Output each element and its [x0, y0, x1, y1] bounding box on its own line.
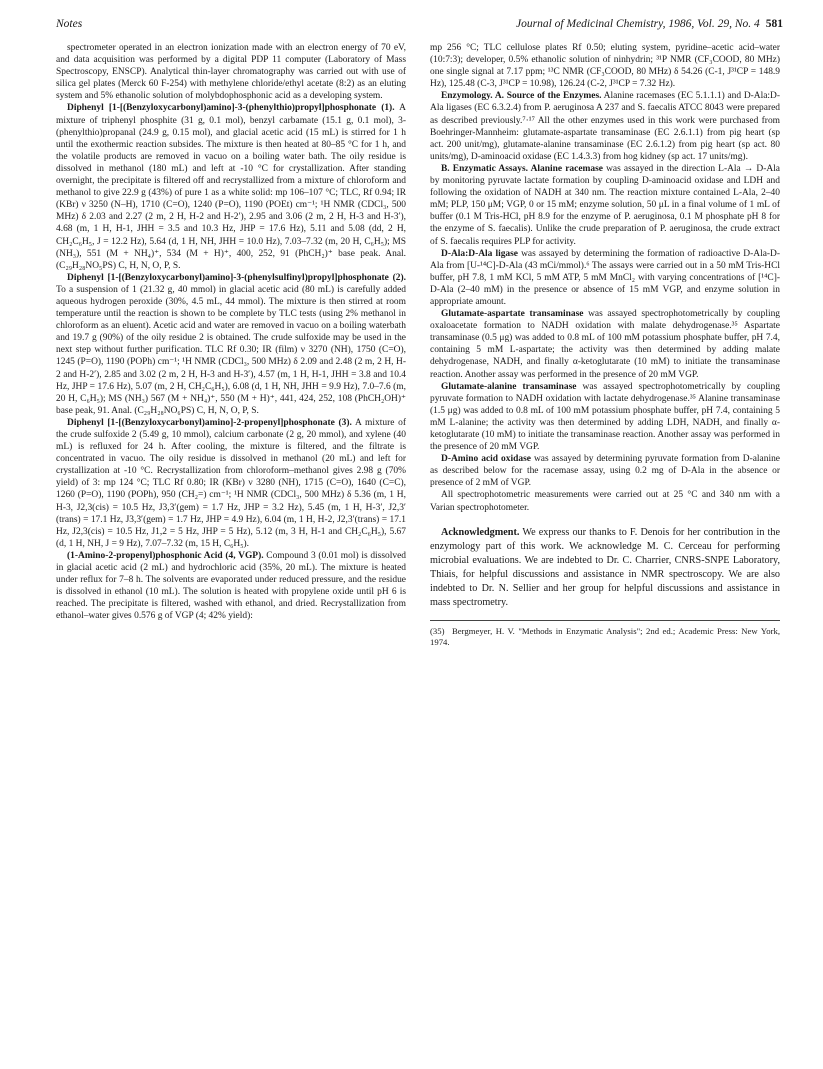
left-column: [56, 42, 406, 623]
journal-citation: [516, 18, 783, 30]
body-paragraph: [56, 272, 406, 417]
paragraph-text: spectrometer operated in an electron ionization made with an electron energy of 70 eV, and data acquisition was performed by a digital PDP 11 computer (Laboratory of Mass Spectroscopy, ENSCP). Analytical thin-layer chromatography was carried out with use of silica gel plates (Merck 60 F-254) with methylene chloride/ethyl acetate (8:2) as an eluting system and 5% ethanolic solution of molybdophosphonic acid as a developing system.: [56, 43, 406, 102]
paragraph-text: was assayed spectrophotometrically by coupling pyruvate formation to NADH oxidation with lactate dehydrogenase.³⁵ Alanine transaminase (1.5 μg) was added to 0.8 mL of 100 mM potassium phosphate buffer, pH 7.4, containing 5 mM L-alanine; the activity was then determined by adding LDH, NADH, and finally α-ketoglutarate (10 mM) to initiate the transaminase reaction. Another assay was performed in the presence of 20 mM VGP.: [430, 381, 780, 453]
paragraph-text: A mixture of the crude sulfoxide 2 (5.49 g, 10 mmol), calcium carbonate (2 g, 20 mmol), and xylene (40 mL) is refluxed for 24 h. After cooling, the mixture is filtered, and the filtrate is concentrated in vacuo. The oily residue is dissolved in methanol (20 mL) and left for crystallization at -10 °C. Recrystallization from chloroform–methanol gives 2.98 g (70% yield) of 3: mp 124 °C; TLC Rf 0.80; IR (KBr) ν 3280 (NH), 1715 (C=O), 1640 (C=C), 1260 (P=O), 1190 (POPh), 950 (CH₂=) cm⁻¹; ¹H NMR (CDCl₃, 500 MHz) δ 5.36 (m, 1 H, H-3, J2,3(cis) = 10.5 Hz, J3,3′(gem) = 1.7 Hz, JHP = 3.2 Hz), 5.45 (m, 1 H, H-3′, J2,3′(trans) = 17.1 Hz, J3,3′(gem) = 1.7 Hz, JHP = 4.9 Hz), 6.04 (m, 1 H, H-2, J2,3′(trans) = 17.1 Hz, J2,3(cis) = 10.5 Hz, J1,2 = 5 Hz, JHP = 5 Hz), 5.12 (m, 3 H, H-1 and CH₂C₆H₅), 5.67 (d, 1 H, NH, J = 9 Hz), 7.07–7.32 (m, 15 H, C₆H₅).: [56, 417, 406, 549]
body-paragraph: [56, 102, 406, 271]
paragraph-heading: (1-Amino-2-propenyl)phosphonic Acid (4, VGP).: [67, 550, 264, 561]
paragraph-text: Compound 3 (0.01 mol) is dissolved in glacial acetic acid (2 mL) and hydrochloric acid (35%, 20 mL). The mixture is heated under reflux for 7–8 h. The solvents are evaporated under reduced pressure, and the residue is dissolved in ethanol (10 mL). The solution is heated with propylene oxide until pH 6 is reached. The precipitate is filtered, washed with ethanol, and dried. Recrystallization from ethanol–water gives 0.576 g of VGP (4; 42% yield):: [56, 550, 406, 622]
paragraph-heading: B. Enzymatic Assays. Alanine racemase: [441, 163, 603, 174]
journal-name: Journal of Medicinal Chemistry, 1986, Vol. 29, No. 4: [516, 18, 760, 30]
body-paragraph: [430, 381, 780, 454]
paragraph-text: was assayed in the direction L-Ala → D-Ala by monitoring pyruvate lactate formation by coupling D-aminoacid oxidase and LDH and following the oxidation of NADH at 340 nm. The reaction mixture contained L-Ala, 2–40 mM; PLP, 150 μM; VGP, 0 or 15 mM; enzyme solution, 50 μL in a final volume of 1 mL of buffer (0.1 M Tris-HCl, pH 8.9 for the enzyme of P. aeruginosa, 0.1 M phosphate pH 8 for the enzyme of S. faecalis). Unlike the crude preparation of P. aeruginosa, the crude extract of S. faecalis requires PLP for activity.: [430, 163, 781, 247]
paragraph-heading: Glutamate-aspartate transaminase: [441, 309, 584, 320]
paragraph-heading: D-Ala:D-Ala ligase: [441, 248, 518, 259]
running-header: [56, 18, 783, 36]
paragraph-heading: Diphenyl [1-[(Benzyloxycarbonyl)amino]-2-propenyl]phosphonate (3).: [67, 417, 352, 428]
body-paragraph: [430, 248, 780, 308]
paragraph-heading: Glutamate-alanine transaminase: [441, 381, 577, 392]
paragraph-text: A mixture of triphenyl phosphite (31 g, 0.1 mol), benzyl carbamate (15.1 g, 0.1 mol), 3-(phenylthio)propanal (24.9 g, 0.15 mol), and glacial acetic acid (15 mL) is stirred for 1 h until the exothermic reaction subsides. The mixture is then heated at 80–85 °C for 1 h, and the volatile products are removed in vacuo on a boiling water bath. The oily residue is dissolved in methanol (180 mL) and left at -10 °C for crystallization. After standing overnight, the precipitate is filtered off and recrystallized from a mixture of chloroform and methanol to give 22.9 g (43%) of pure 1 as a white solid: mp 106–107 °C; TLC, Rf 0.94; IR (KBr) ν 3250 (N–H), 1710 (C=O), 1240 (P=O), 1190 (POEt) cm⁻¹; ¹H NMR (CDCl₃, 500 MHz) δ 2.03 and 2.27 (2 m, 2 H, H-2 and H-2′), 2.95 and 3.06 (2 m, 2 H, H-3 and H-3′), 4.68 (m, 1 H, H-1, JHH = 3.5 and 10.3 Hz, JHP = 17.6 Hz), 5.11 and 5.08 (dd, 2 H, CH₂C₆H₅, J = 12.2 Hz), 5.64 (d, 1 H, NH, JHH = 10.0 Hz), 7.03–7.32 (m, 20 H, C₆H₅); MS (NH₃), 551 (M + NH₄)⁺, 534 (M + H)⁺, 400, 252, 91 (PhCH₂)⁺ base peak. Anal. (C₂₉H₂₈NO₅PS) C, H, N, O, P, S.: [56, 103, 406, 271]
footnote: [430, 626, 780, 648]
acknowledgment-paragraph: [430, 526, 780, 610]
paragraph-heading: D-Amino acid oxidase: [441, 454, 531, 465]
paragraph-heading: Enzymology. A. Source of the Enzymes.: [441, 91, 602, 102]
body-paragraph: [56, 42, 406, 102]
page-number: 581: [765, 18, 783, 30]
body-paragraph: [430, 453, 780, 489]
paragraph-text: was assayed spectrophotometrically by coupling oxaloacetate formation to NADH oxidation with malate dehydrogenase.³⁵ Aspartate transaminase (0.5 μg) was added to 0.8 mL of 100 mM potassium phosphate buffer, pH 7.4, containing 5 mM L-aspartate; the activity was then determined by adding malate dehydrogenase, NADH, and finally α-ketoglutarate (10 mM) to initiate the transaminase reaction. Another assay was performed in the presence of 20 mM VGP.: [430, 309, 781, 380]
body-paragraph: [56, 417, 406, 550]
paragraph-text: was assayed by determining pyruvate formation from D-alanine as described below for the racemase assay, using 0.2 mg of D-Ala in the absence or presence of 2 mM of VGP.: [430, 454, 780, 489]
body-paragraph: [430, 489, 780, 513]
body-paragraph: [430, 308, 780, 381]
paragraph-heading: Diphenyl [1-[(Benzyloxycarbonyl)amino]-3-(phenylsulfinyl)propyl]phosphonate (2).: [67, 272, 406, 283]
body-paragraph: [430, 42, 780, 90]
acknowledgment-text: We express our thanks to F. Denois for her contribution in the enzymology part of this work. We acknowledge M. C. Cerceau for performing microbial evaluations. We are indebted to Dr. C. Charrier, CNRS-SNPE Laboratory, Thiais, for helpful discussions and assistance in NMR spectroscopy. We are also indebted to Dr. N. Sellier and her group for helpful discussions and assistance in mass spectrometry.: [430, 526, 780, 608]
paragraph-text: All spectrophotometric measurements were carried out at 25 °C and 340 nm with a Varian spectrophotometer.: [430, 490, 780, 513]
footnote-number: (35): [430, 625, 445, 636]
paragraph-text: was assayed by determining the formation of radioactive D-Ala-D-Ala from [U-¹⁴C]-D-Ala (43 mCi/mmol).⁶ The assays were carried out in a 50 mM Tris-HCl buffer, pH 7.8, 1 mM KCl, 5 mM ATP, 5 mM MnCl₂ with varying concentrations of [¹⁴C]-D-Ala (2–40 mM) in the presence or absence of 15 mM VGP, and enzyme solution in appropriate amount.: [430, 248, 780, 307]
paragraph-heading: Diphenyl [1-[(Benzyloxycarbonyl)amino]-3-(phenylthio)propyl]phosphonate (1).: [67, 103, 395, 114]
paragraph-text: mp 256 °C; TLC cellulose plates Rf 0.50; eluting system, pyridine–acetic acid–water (10:7:3); developer, 0.5% ethanolic solution of ninhydrin; ³¹P NMR (CF₃COOD, 80 MHz) one single signal at 7.17 ppm; ¹³C NMR (CF₃COOD, 80 MHz) δ 54.26 (C-1, J³¹CP = 148.9 Hz), 125.48 (C-3, J³¹CP = 10.98), 126.24 (C-2, J³¹CP = 7.32 Hz).: [430, 43, 780, 90]
paragraph-text: To a suspension of 1 (21.32 g, 40 mmol) in glacial acetic acid (80 mL) is carefully added aqueous hydrogen peroxide (30%, 4.5 mL, 44 mmol). The mixture is then stirred at room temperature until the reaction is shown to be complete by TLC tests (using 2% methanol in chloroform as an eluent). Acetic acid and water are removed in vacuo on a boiling waterbath and 19.7 g (90%) of the oily residue 2 is obtained. The crude sulfoxide may be used in the next step without further purification. TLC Rf 0.30; IR (film) ν 3270 (NH), 1750 (C=O), 1245 (P=O), 1190 (POPh) cm⁻¹; ¹H NMR (CDCl₃, 500 MHz) δ 2.09 and 2.48 (2 m, 2 H, H-2 and H-2′), 2.85 and 3.02 (2 m, 2 H, H-3 and H-3′), 4.57 (m, 1 H, H-1, JHH = 3.8 and 10.4 Hz, JHP = 17.6 Hz), 5.07 (m, 2 H, CH₂C₆H₅), 6.08 (d, 1 H, NH, JHH = 9.9 Hz), 7.0–7.6 (m, 20 H, C₆H₅); MS (NH₃) 567 (M + NH₄)⁺, 550 (M + H)⁺, 441, 424, 252, 108 (PhCH₂OH)⁺ base peak, 91. Anal. (C₂₉H₂₈NO₆PS) C, H, N, O, P, S.: [56, 284, 406, 416]
acknowledgment-heading: Acknowledgment.: [441, 526, 520, 538]
body-paragraph: [430, 90, 780, 163]
section-label: Notes: [56, 18, 83, 30]
right-column: [430, 42, 780, 648]
body-paragraph: [56, 550, 406, 623]
footnote-divider: [430, 620, 780, 621]
body-paragraph: [430, 163, 780, 248]
paragraph-text: Alanine racemases (EC 5.1.1.1) and D-Ala:D-Ala ligases (EC 6.3.2.4) from P. aeruginosa A 237 and S. faecalis ATCC 8043 were prepared as described previously.⁷·¹⁷ All the other enzymes used in this work were purchased from Boehringer-Mannheim: glutamate-aspartate transaminase (EC 2.6.1.1) from pig heart (sp act. 200 unit/mg), glutamate-alanine transaminase (EC 2.6.1.2) from pig heart (sp act. 80 units/mg), D-aminoacid oxidase (EC 1.4.3.3) from hog kidney (sp act. 17 units/mg).: [430, 91, 781, 162]
footnote-text: Bergmeyer, H. V. "Methods in Enzymatic Analysis"; 2nd ed.; Academic Press: New York, 1974.: [430, 625, 780, 647]
